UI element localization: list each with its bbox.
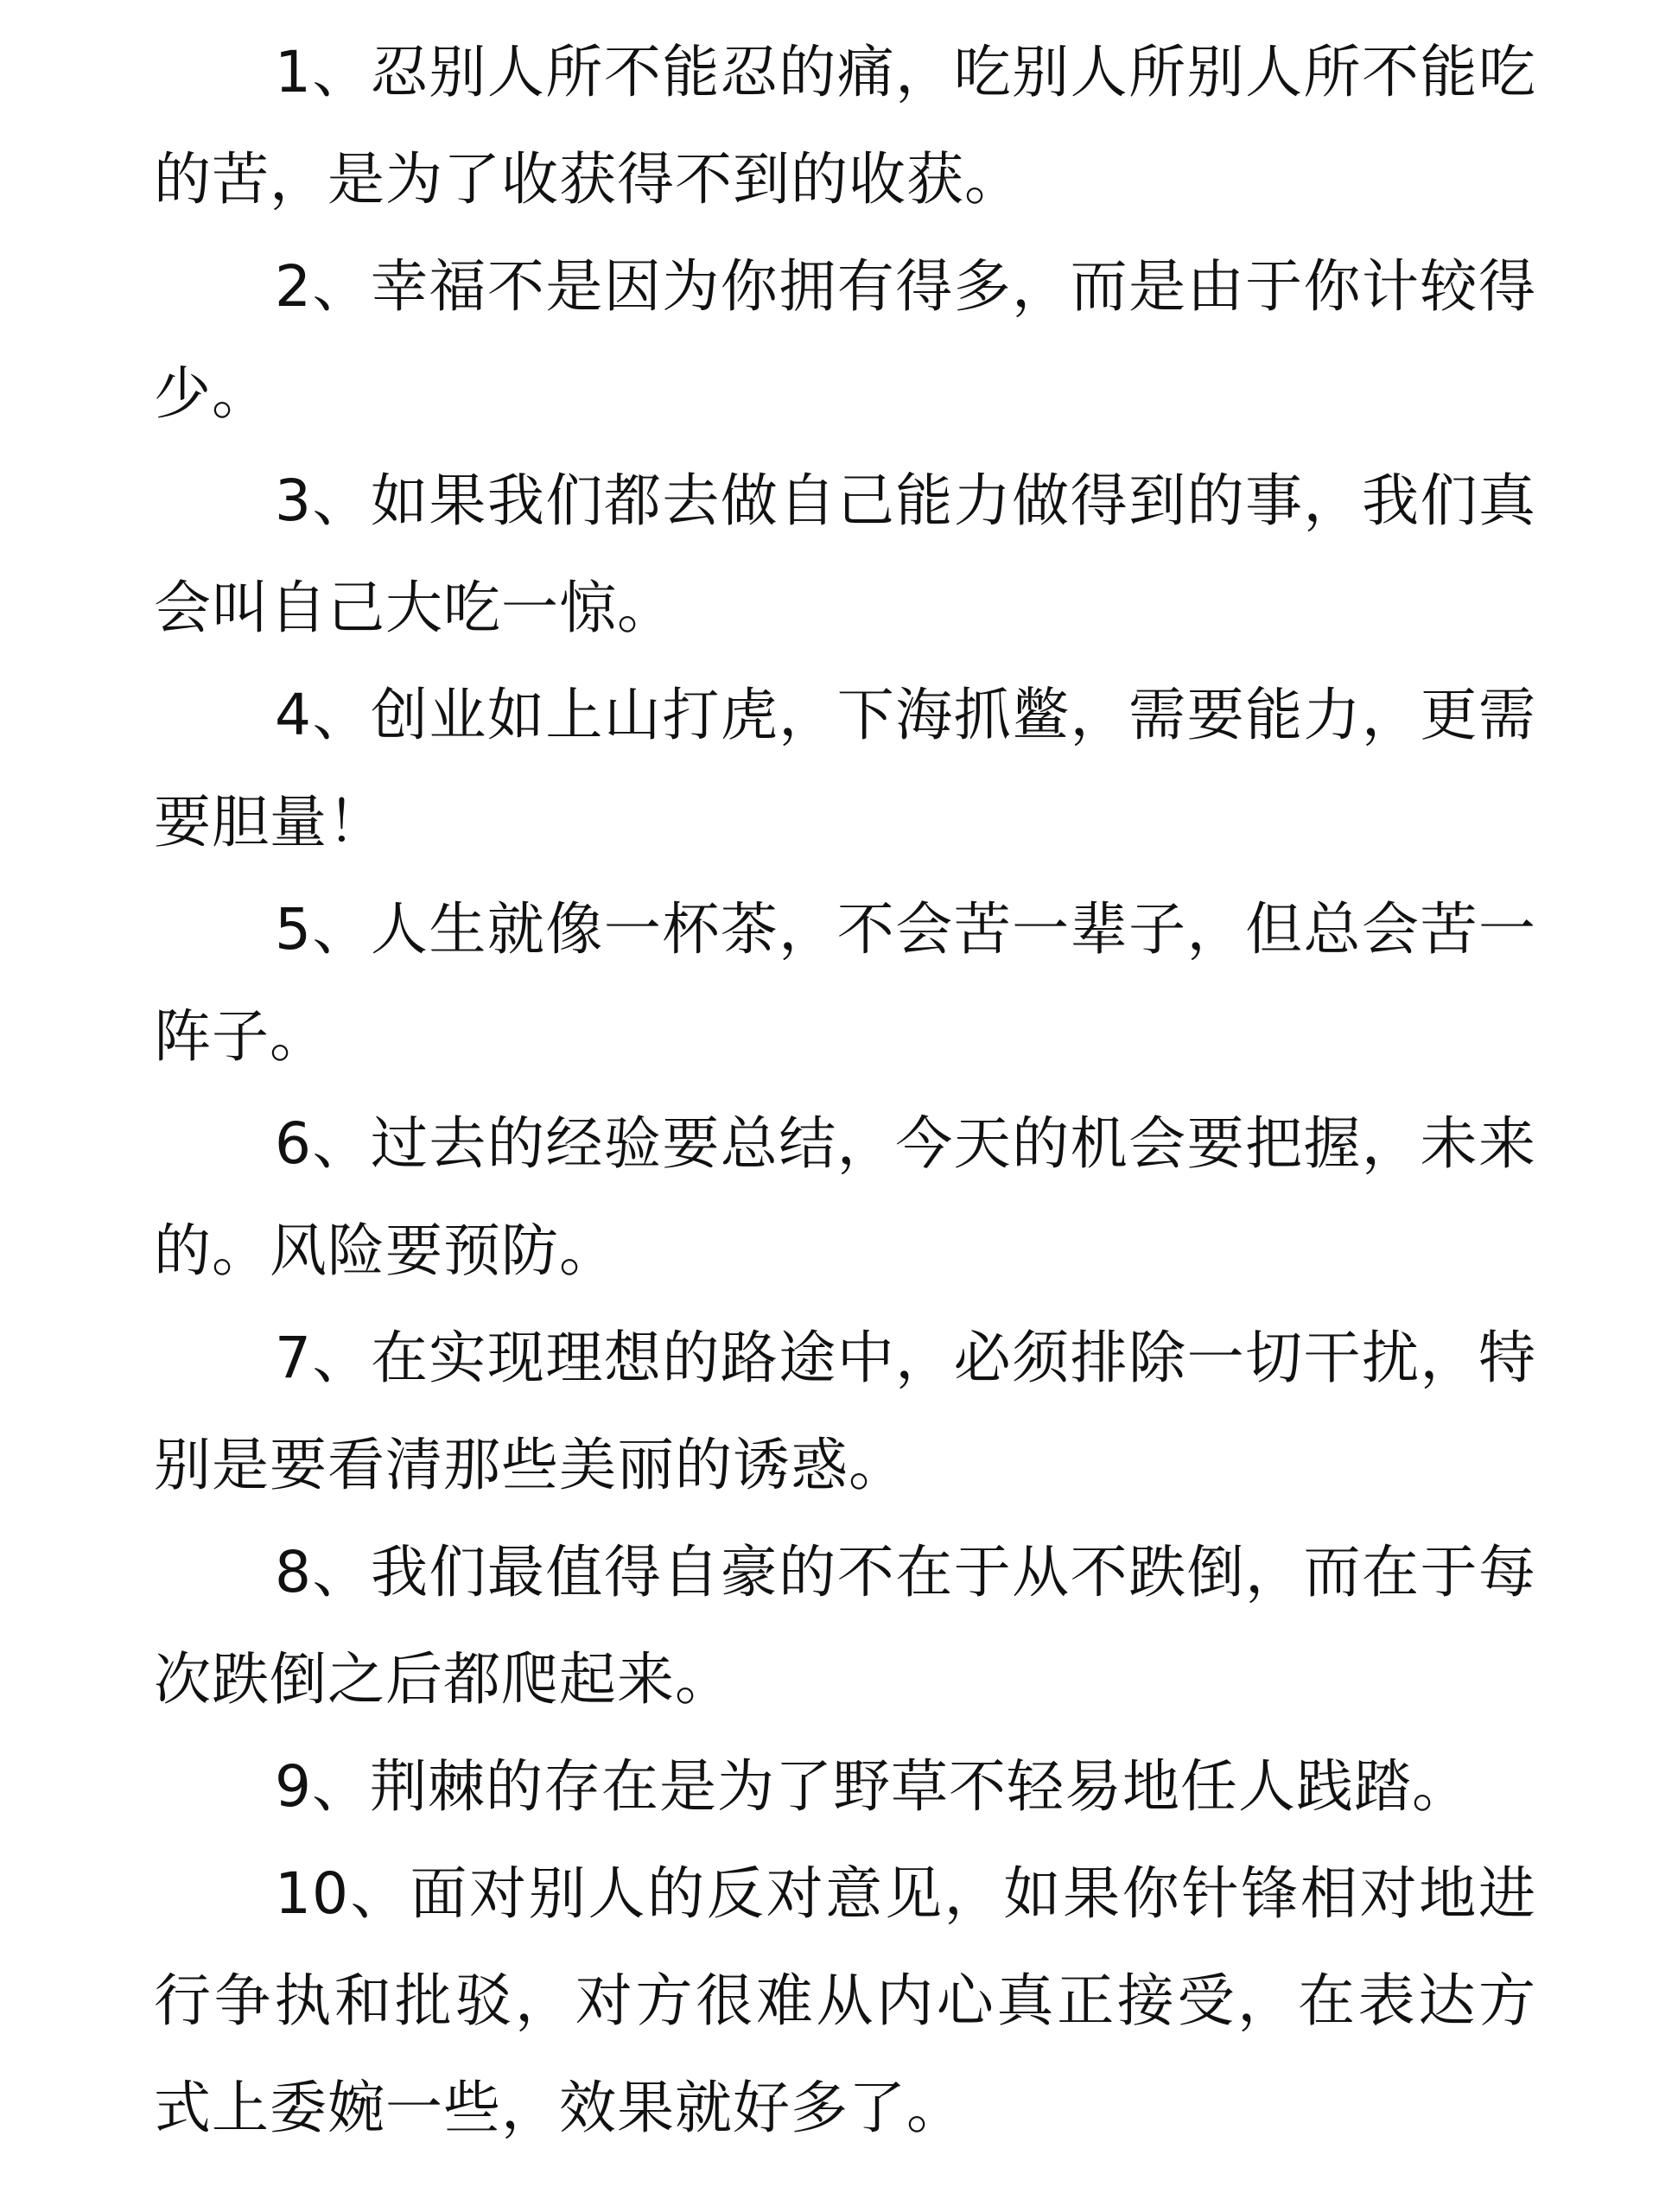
quote-item-1: 1、忍别人所不能忍的痛，吃别人所别人所不能吃的苦，是为了收获得不到的收获。 [154, 39, 1536, 213]
quote-item-10: 10、面对别人的反对意见，如果你针锋相对地进行争执和批驳，对方很难从内心真正接受，在表达方式上委婉一些，效果就好多了。 [154, 1860, 1536, 2141]
quote-item-6: 6、过去的经验要总结，今天的机会要把握，未来的。风险要预防。 [154, 1110, 1536, 1284]
quote-item-9: 9、荆棘的存在是为了野草不轻易地任人践踏。 [275, 1753, 1470, 1820]
quote-item-4: 4、创业如上山打虎，下海抓鳖，需要能力，更需要胆量！ [154, 682, 1536, 855]
quote-item-3: 3、如果我们都去做自己能力做得到的事，我们真会叫自己大吃一惊。 [154, 467, 1536, 641]
quote-item-8: 8、我们最值得自豪的不在于从不跌倒，而在于每次跌倒之后都爬起来。 [154, 1539, 1536, 1713]
quote-list [154, 19, 1536, 2162]
quote-item-7: 7、在实现理想的路途中，必须排除一切干扰，特别是要看清那些美丽的诱惑。 [154, 1325, 1536, 1498]
quote-item-2: 2、幸福不是因为你拥有得多，而是由于你计较得少。 [154, 253, 1536, 427]
quote-item-5: 5、人生就像一杯茶，不会苦一辈子，但总会苦一阵子。 [154, 896, 1536, 1070]
